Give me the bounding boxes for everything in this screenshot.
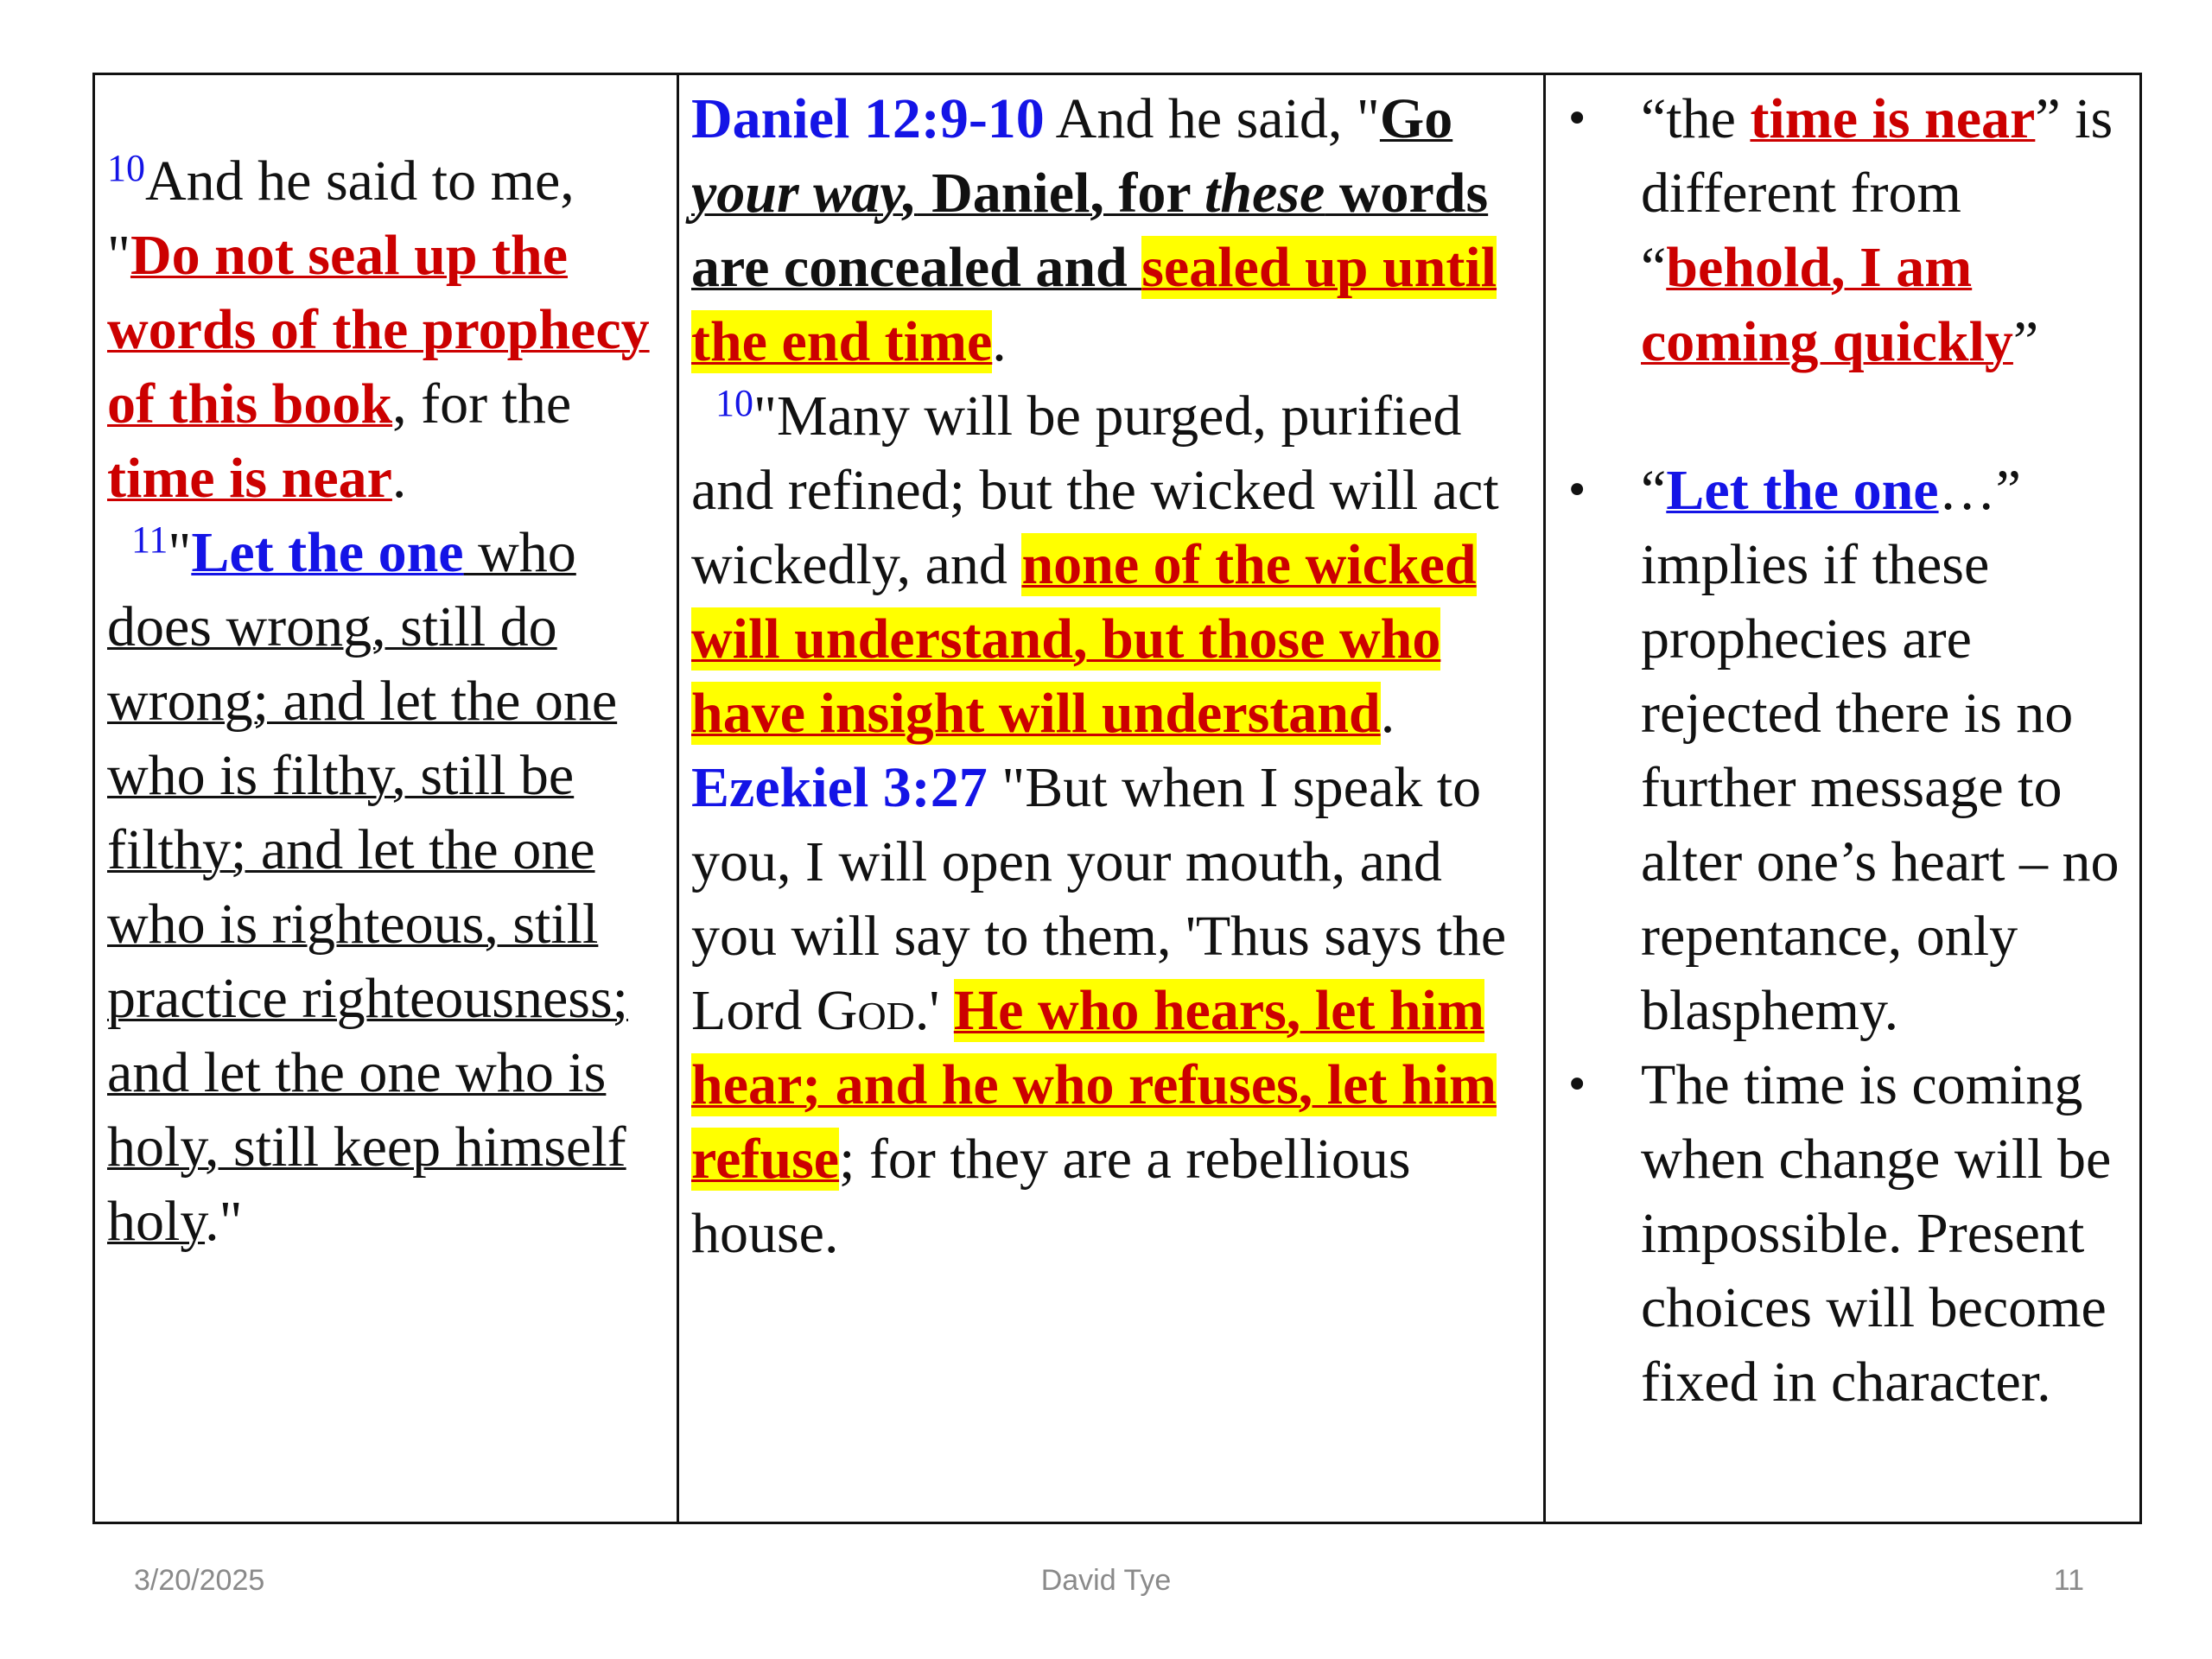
text-run: . xyxy=(1380,682,1395,745)
highlight-red: none of the wicked will understand, but those who have insight will understand xyxy=(691,533,1477,745)
underlined-text: who does wrong, still do wrong; and let the one who is filthy, still be filthy; and let the one who is righteous, still practice righteousness; and let the one who is holy, still keep himself holy xyxy=(107,521,628,1253)
footer-author: David Tye xyxy=(1040,1564,1172,1597)
text-run: “ xyxy=(1641,459,1667,522)
text-run: And he said to me, " xyxy=(107,149,575,287)
reference-daniel: Daniel 12:9-10 xyxy=(691,87,1045,150)
notes-list xyxy=(1558,82,2131,1420)
column-scripture xyxy=(678,74,1545,1523)
text-run: …” implies if these prophecies are rejected there is no further message to alter one’s heart – no repentance, only blasphemy. xyxy=(1641,459,2120,1042)
text-run: " xyxy=(168,521,192,584)
text-run: , for the xyxy=(392,372,572,435)
emphasis-red: time is near xyxy=(107,447,392,510)
reference-ezekiel: Ezekiel 3:27 xyxy=(691,756,988,819)
verse-number: 10 xyxy=(107,147,145,189)
comparison-table xyxy=(92,73,2142,1524)
bullet-icon: • xyxy=(1565,95,1590,143)
text-run: ; for they are a rebellious house. xyxy=(691,1128,1411,1265)
footer-date: 3/20/2025 xyxy=(134,1564,265,1597)
text-run: "Many will be purged, purified and refined; but the wicked will act wickedly, and xyxy=(691,385,1499,596)
verse-number: 11 xyxy=(131,518,168,561)
bullet-icon: • xyxy=(1565,467,1590,515)
text-run: ” xyxy=(2012,310,2039,373)
underlined-bold: words are concealed and xyxy=(691,162,1489,299)
emphasis-red: behold, I am coming quickly xyxy=(1641,236,2013,373)
underlined-bold: Go xyxy=(1379,87,1453,150)
text-run: ” is different from “ xyxy=(1641,87,2113,299)
text-run: "But when I speak to you, I will open your mouth, and you will say to them, 'Thus says the Lord xyxy=(691,756,1507,1042)
highlight-red: sealed up until the end time xyxy=(691,236,1497,373)
text-run: .' xyxy=(914,979,954,1042)
text-run: ." xyxy=(205,1190,243,1253)
scripture-text xyxy=(679,75,1543,1271)
column-revelation xyxy=(94,74,678,1523)
underlined-italic: these xyxy=(1204,162,1325,225)
emphasis-red: time is near xyxy=(1750,87,2036,150)
page-number: 11 xyxy=(2053,1564,2084,1597)
emphasis-blue: Let the one xyxy=(1666,459,1939,522)
text-run: And he said, " xyxy=(1044,87,1380,150)
notes-text xyxy=(1546,75,2139,1420)
emphasis-blue: Let the one xyxy=(191,521,464,584)
text-run: The time is coming when change will be impossible. Present choices will become fixed in character. xyxy=(1641,1053,2112,1414)
text-run: . xyxy=(391,447,407,510)
underlined-italic: your way, xyxy=(691,162,918,225)
column-notes xyxy=(1545,74,2141,1523)
emphasis-red: Do not seal up the words of the prophecy of this book xyxy=(107,224,650,435)
underlined-bold: Daniel, for xyxy=(917,162,1205,225)
text-run: “the xyxy=(1641,87,1751,150)
note-item xyxy=(1558,1048,2131,1420)
small-caps-god: God xyxy=(816,979,915,1042)
text-run: . xyxy=(992,310,1007,373)
highlight-red: He who hears, let him hear; and he who refuses, let him refuse xyxy=(691,979,1497,1191)
revelation-text xyxy=(95,75,677,1259)
note-item xyxy=(1558,82,2131,379)
note-item xyxy=(1558,454,2131,1048)
bullet-icon: • xyxy=(1565,1061,1590,1109)
verse-number: 10 xyxy=(715,382,753,424)
spacer xyxy=(1558,379,2131,454)
